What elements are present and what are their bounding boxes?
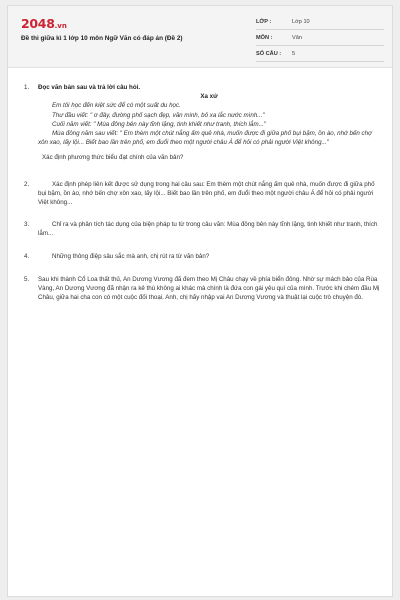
meta-value-class: Lớp 10 xyxy=(292,19,310,25)
passage-line: Mùa đông năm sau viết: " Em thèm một chút nắng ấm quê nhà, muốn được đi giữa phố bụi bặm, ồn ào, nhớ bến chợ xôn xao, lấy lội... Biết bao lần trên phố, em đuổi theo một người châu Á để hỏi có phải người Việt không..." xyxy=(38,130,372,147)
passage-title: Xa xứ xyxy=(200,93,218,101)
question-text: Xác định phép liên kết được sử dụng trong hai câu sau: Em thèm một chút nắng ấm quê nhà, muốn được đi giữa phố bụi bặm, ồn ào, nhớ bến chợ xôn xao, lấy lội... Biết bao lần trên phố, em đuổi theo một người châu Á để hỏi có phải người Việt không... xyxy=(38,180,375,207)
question-list xyxy=(24,83,380,302)
meta-value-subject: Văn xyxy=(292,35,302,41)
meta-row-count xyxy=(256,48,384,62)
meta-label-count: SỐ CÂU : xyxy=(256,51,282,57)
question-2 xyxy=(24,180,380,208)
question-text: Chỉ ra và phân tích tác dụng của biện pháp tu từ trong câu văn: Mùa đông bên này tĩnh lặng, tinh khiết như tranh, thích lắm... xyxy=(38,221,378,238)
question-number: 2. xyxy=(24,180,30,188)
question-text: Những thông điệp sâu sắc mà anh, chị rút ra từ văn bản? xyxy=(52,252,210,260)
exam-page xyxy=(7,5,393,597)
passage-line: Thư đầu viết: " ơ đây, đường phố sạch đẹp, văn minh, bỏ xa lắc nước mình..." xyxy=(52,111,265,119)
logo-text: 2048 xyxy=(21,16,55,31)
question-number: 4. xyxy=(24,252,30,260)
question-number: 1. xyxy=(24,84,30,91)
meta-label-class: LỚP : xyxy=(256,19,272,25)
question-1 xyxy=(24,83,380,163)
question-prompt: Xác định phương thức biểu đạt chính của văn bản? xyxy=(42,154,184,162)
question-5 xyxy=(24,275,380,303)
meta-row-subject xyxy=(256,32,384,46)
question-title: Đọc văn bản sau và trả lời câu hỏi. xyxy=(38,84,141,91)
question-text: Sau khi thành Cổ Loa thất thủ, An Dương Vương đã đem theo Mị Châu chạy về phía biển đông. Nhờ sự mách bảo của Rùa Vàng, An Dương Vương đã nhận ra kẻ thù không ai khác mà chính là đứa con gái yêu quí của mình. Trước khi chém đầu Mị Châu, giữa hai cha con có một cuộc đối thoại. Anh, chị hãy nhập vai An Dương Vương và thuật lại cuộc trò chuyện đó. xyxy=(38,275,380,302)
exam-meta xyxy=(256,16,384,64)
site-logo[interactable] xyxy=(21,16,67,31)
meta-value-count: 5 xyxy=(292,51,296,57)
question-4 xyxy=(24,252,380,261)
logo-domain: .vn xyxy=(54,22,67,30)
passage-line: Em tôi học đến kiệt sức để có một suất du học. xyxy=(52,102,181,110)
passage-line: Cuối năm viết: " Mùa đông bên này tĩnh lặng, tinh khiết như tranh, thích lắm..." xyxy=(52,120,266,128)
question-number: 5. xyxy=(24,275,30,283)
meta-row-class xyxy=(256,16,384,30)
question-3 xyxy=(24,220,380,238)
question-number: 3. xyxy=(24,221,30,229)
meta-label-subject: MÔN : xyxy=(256,35,273,41)
exam-title: Đề thi giữa kì 1 lớp 10 môn Ngữ Văn có đáp án (Đề 2) xyxy=(21,35,183,42)
exam-header xyxy=(8,6,393,68)
